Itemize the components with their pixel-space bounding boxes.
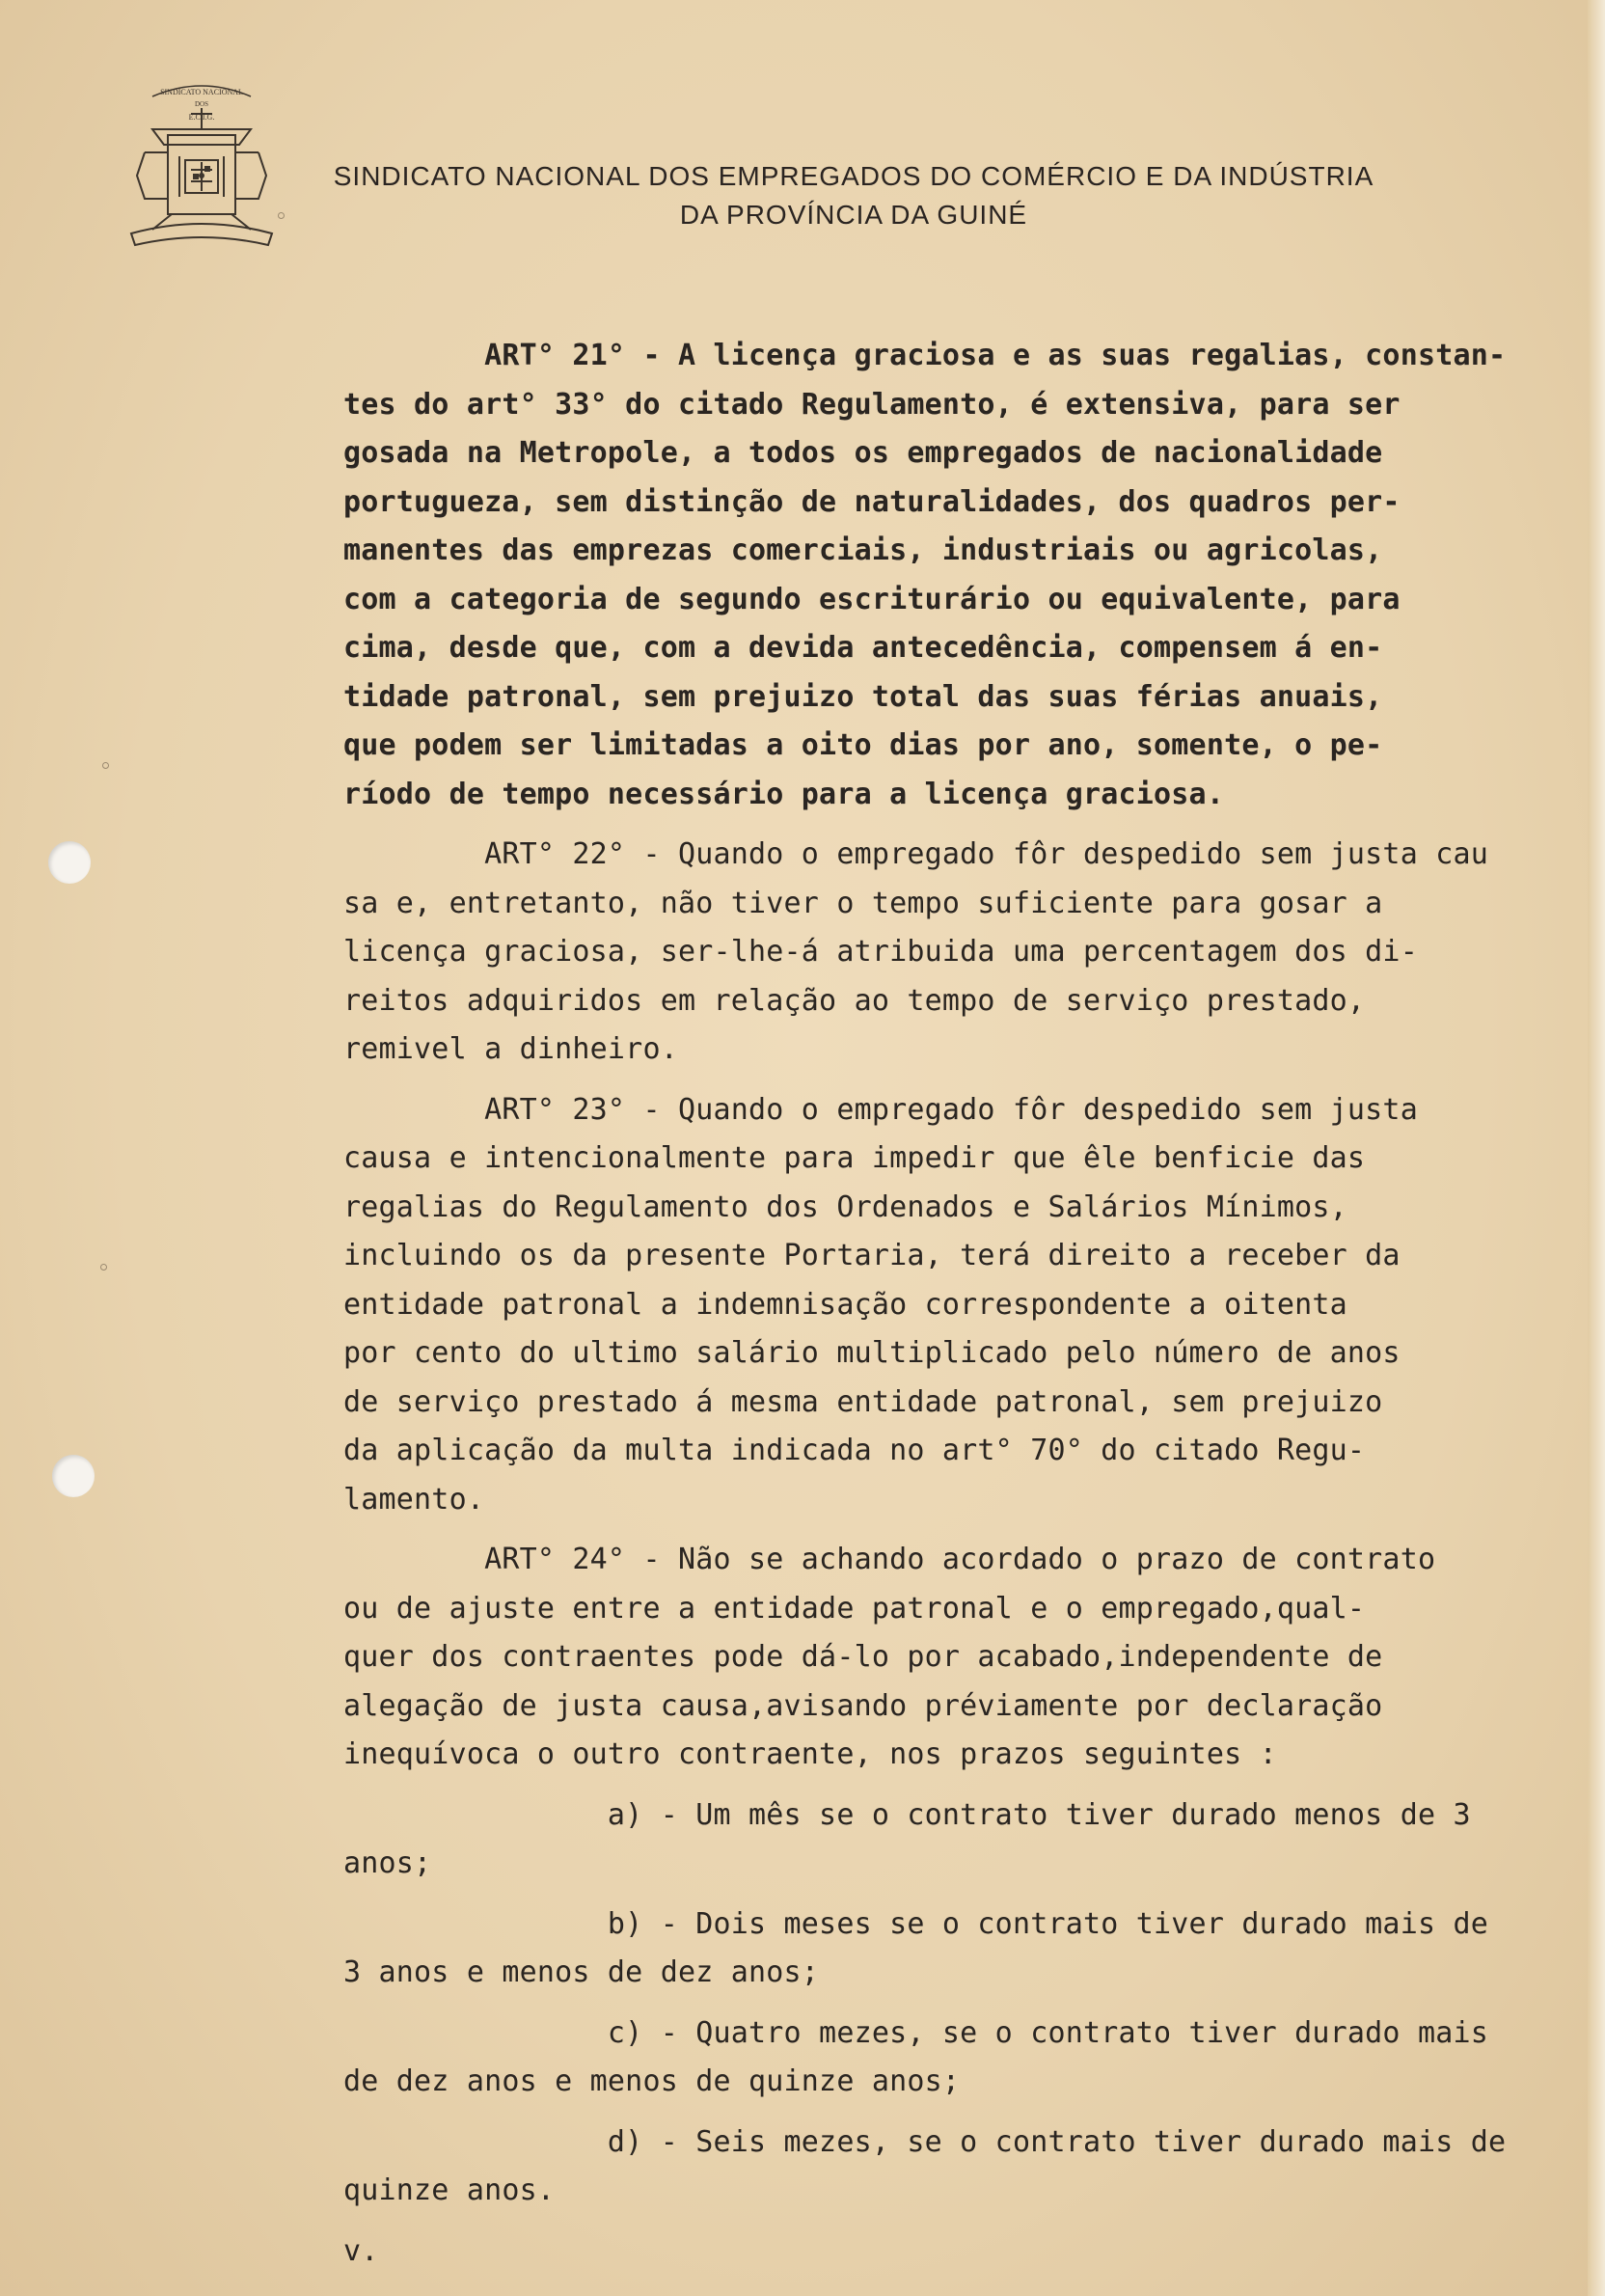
text-line: anos; [343, 1846, 432, 1880]
text-line: lamento. [343, 1482, 485, 1517]
punch-hole [48, 841, 91, 884]
seal-text-line: DOS [194, 100, 209, 108]
text-line: ríodo de tempo necessário para a licença graciosa. [343, 777, 1225, 811]
text-line: que podem ser limitadas a oito dias por ano, somente, o pe- [343, 728, 1383, 762]
paragraph-gap [343, 819, 1559, 831]
text-line: quer dos contraentes pode dá-lo por acabado,independente de [343, 1640, 1383, 1674]
text-line: tidade patronal, sem prejuizo total das suas férias anuais, [343, 679, 1383, 714]
letterhead-line: DA PROVÍNCIA DA GUINÉ [679, 200, 1028, 230]
text-line: ART° 24° - Não se achando acordado o prazo de contrato [343, 1543, 1436, 1576]
text-line: c) - Quatro mezes, se o contrato tiver durado mais [343, 2015, 1488, 2050]
text-line: causa e intencionalmente para impedir que êle benficie das [343, 1141, 1366, 1175]
paragraph-art23 [343, 1086, 1559, 1525]
text-line: com a categoria de segundo escriturário ou equivalente, para [343, 582, 1401, 616]
paragraph-item-c [343, 2009, 1559, 2107]
text-line: alegação de justa causa,avisando préviamente por declaração [343, 1688, 1383, 1723]
paper-speck [102, 762, 109, 769]
paragraph-item-d [343, 2118, 1559, 2216]
text-line: b) - Dois meses se o contrato tiver durado mais de [343, 1906, 1488, 1941]
text-line: ART° 22° - Quando o empregado fôr despedido sem justa cau [343, 837, 1488, 871]
document-body [343, 332, 1559, 2276]
text-line: entidade patronal a indemnisação correspondente a oitenta [343, 1287, 1347, 1322]
text-line: ART° 23° - Quando o empregado fôr despedido sem justa [343, 1092, 1418, 1127]
paper-speck [100, 1264, 107, 1271]
text-line: d) - Seis mezes, se o contrato tiver durado mais de [343, 2124, 1507, 2159]
seal-text-line: E.C.I.G. [188, 113, 215, 122]
text-line: gosada na Metropole, a todos os empregados de nacionalidade [343, 436, 1383, 470]
page-edge [1588, 0, 1605, 2296]
paragraph-art21 [343, 332, 1559, 819]
paragraph-art22 [343, 831, 1559, 1075]
paragraph-art24 [343, 1536, 1559, 1780]
text-line: inequívoca o outro contraente, nos prazos seguintes : [343, 1737, 1277, 1771]
text-line: tes do art° 33° do citado Regulamento, é extensiva, para ser [343, 387, 1401, 422]
union-seal-logo [123, 69, 280, 267]
text-line: manentes das emprezas comerciais, industriais ou agricolas, [343, 533, 1383, 567]
text-line: reitos adquiridos em relação ao tempo de serviço prestado, [343, 983, 1366, 1018]
paragraph-footer-mark [343, 2228, 1559, 2277]
text-line: licença graciosa, ser-lhe-á atribuida uma percentagem dos di- [343, 935, 1418, 969]
letterhead [289, 157, 1418, 234]
text-line: por cento do ultimo salário multiplicado pelo número de anos [343, 1336, 1401, 1370]
text-line: ART° 21° - A licença graciosa e as suas regalias, constan- [343, 339, 1507, 372]
text-line: portugueza, sem distinção de naturalidades, dos quadros per- [343, 484, 1401, 519]
text-line: de dez anos e menos de quinze anos; [343, 2064, 961, 2098]
text-line: quinze anos. [343, 2173, 556, 2207]
paragraph-gap [343, 1524, 1559, 1536]
paragraph-gap [343, 1889, 1559, 1900]
paragraph-item-b [343, 1900, 1559, 1998]
letterhead-line: SINDICATO NACIONAL DOS EMPREGADOS DO COMÉRCIO E DA INDÚSTRIA [333, 161, 1374, 191]
text-line: incluindo os da presente Portaria, terá direito a receber da [343, 1239, 1401, 1272]
seal-text-line: SINDICATO NACIONAL [160, 88, 243, 96]
punch-hole [52, 1455, 95, 1497]
text-line: sa e, entretanto, não tiver o tempo suficiente para gosar a [343, 886, 1383, 920]
text-line: a) - Um mês se o contrato tiver durado menos de 3 [343, 1797, 1471, 1832]
paragraph-item-a [343, 1791, 1559, 1889]
text-line: da aplicação da multa indicada no art° 70° do citado Regu- [343, 1434, 1366, 1467]
paragraph-gap [343, 2107, 1559, 2118]
text-line: cima, desde que, com a devida antecedência, compensem á en- [343, 631, 1383, 665]
text-line: de serviço prestado á mesma entidade patronal, sem prejuizo [343, 1384, 1383, 1419]
text-line: 3 anos e menos de dez anos; [343, 1955, 820, 1989]
paragraph-gap [343, 1075, 1559, 1086]
text-line: remivel a dinheiro. [343, 1032, 678, 1066]
paragraph-gap [343, 1780, 1559, 1791]
paragraph-gap [343, 2216, 1559, 2228]
text-line: regalias do Regulamento dos Ordenados e Salários Mínimos, [343, 1189, 1347, 1224]
text-line: ou de ajuste entre a entidade patronal e o empregado,qual- [343, 1591, 1366, 1626]
text-line: v. [343, 2233, 379, 2268]
paragraph-gap [343, 1998, 1559, 2009]
